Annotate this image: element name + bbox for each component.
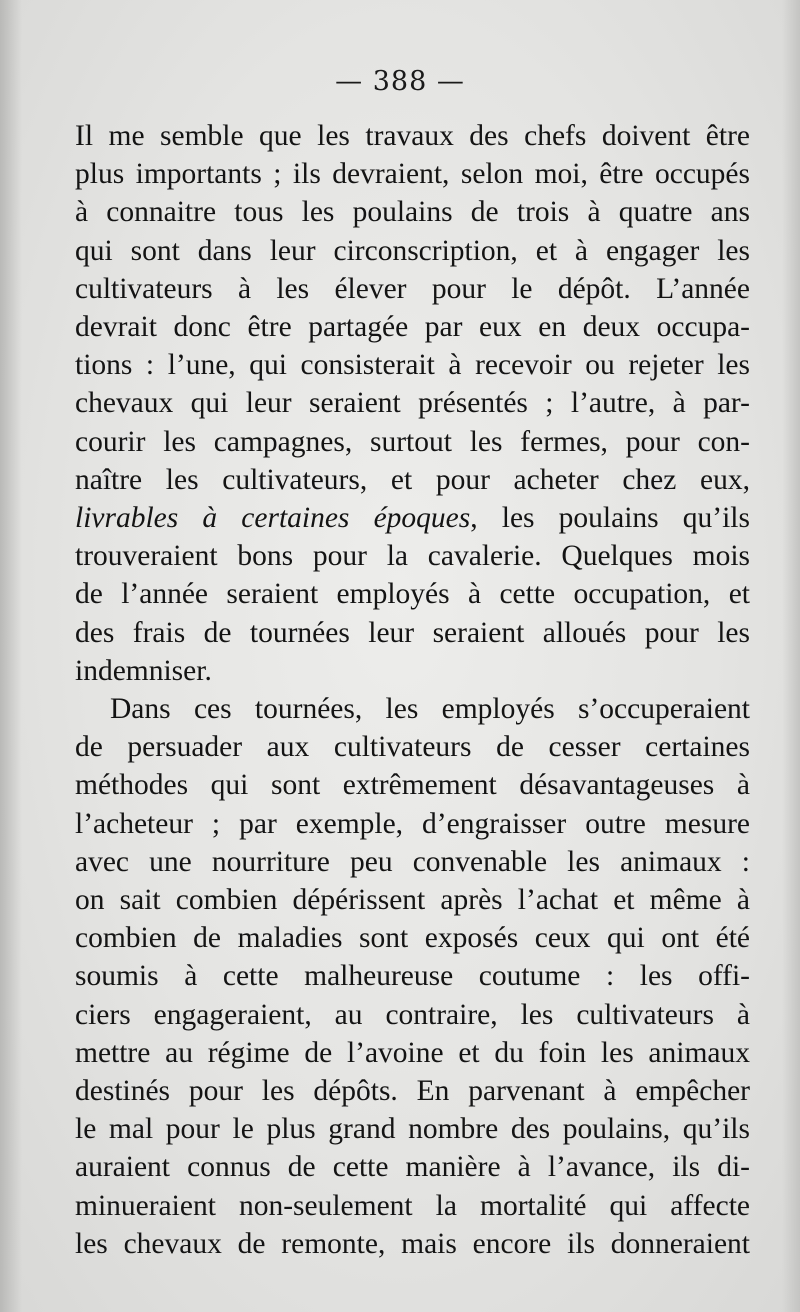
line-text: l’acheteur ; par exemple, d’engraisser outre mesure	[75, 807, 750, 840]
text-line	[75, 843, 750, 881]
text-line	[75, 1187, 750, 1225]
line-text: qui sont dans leur circonscription, et à engager les	[75, 234, 750, 267]
text-line	[75, 957, 750, 995]
text-line	[75, 881, 750, 919]
line-text: des frais de tournées leur seraient alloués pour les	[75, 616, 750, 649]
text-line	[75, 232, 750, 270]
line-text: cultivateurs à les élever pour le dépôt. L’année	[75, 272, 750, 305]
italic-phrase: livrables à certaines époques	[75, 502, 471, 534]
text-line	[75, 1110, 750, 1148]
line-text: mettre au régime de l’avoine et du foin les animaux	[75, 1036, 750, 1069]
text-line	[75, 155, 750, 193]
text-line	[75, 537, 750, 575]
text-line	[75, 728, 750, 766]
line-text: minueraient non-seulement la mortalité qui affecte	[75, 1189, 750, 1222]
text-line	[75, 117, 750, 155]
line-text: indemniser.	[75, 654, 212, 687]
text-line	[75, 1072, 750, 1110]
line-text: avec une nourriture peu convenable les animaux :	[75, 845, 750, 878]
line-text: chevaux qui leur seraient présentés ; l’autre, à par-	[75, 387, 750, 420]
line-text: combien de maladies sont exposés ceux qui ont été	[75, 922, 750, 955]
text-line	[75, 423, 750, 461]
line-text: on sait combien dépérissent après l’achat et même à	[75, 884, 750, 916]
text-line	[75, 766, 750, 804]
line-text: plus importants ; ils devraient, selon moi, être occupés	[75, 158, 750, 191]
text-line	[75, 270, 750, 308]
text-line	[75, 614, 750, 652]
line-text: à connaitre tous les poulains de trois à quatre ans	[75, 196, 750, 229]
text-line	[75, 575, 750, 613]
text-line	[75, 996, 750, 1034]
line-text: auraient connus de cette manière à l’avance, ils di-	[75, 1151, 750, 1184]
text-line	[110, 690, 750, 728]
text-line	[75, 461, 750, 499]
line-text: devrait donc être partagée par eux en deux occupa-	[75, 311, 750, 343]
line-text: tions : l’une, qui consisterait à recevoir ou rejeter les	[75, 349, 750, 382]
line-text: de persuader aux cultivateurs de cesser certaines	[75, 731, 750, 764]
line-text: de l’année seraient employés à cette occupation, et	[75, 578, 750, 611]
text-line	[75, 193, 750, 231]
line-text: naître les cultivateurs, et pour acheter chez eux,	[75, 463, 750, 496]
text-line	[75, 1034, 750, 1072]
line-text: , les poulains qu’ils	[470, 502, 750, 534]
line-text: Il me semble que les travaux des chefs doivent être	[75, 120, 750, 152]
text-line	[75, 346, 750, 384]
text-line	[75, 384, 750, 422]
text-line	[75, 805, 750, 843]
text-line	[75, 1148, 750, 1186]
text-line	[75, 1225, 750, 1263]
line-text: Dans ces tournées, les employés s’occuperaient	[110, 693, 750, 725]
line-text: ciers engageraient, au contraire, les cultivateurs à	[75, 998, 750, 1031]
text-line	[75, 919, 750, 957]
line-text: le mal pour le plus grand nombre des poulains, qu’ils	[75, 1113, 750, 1146]
text-line	[75, 308, 750, 346]
page-number: — 388 —	[335, 66, 465, 97]
line-text: trouveraient bons pour la cavalerie. Quelques mois	[75, 540, 750, 573]
text-line	[75, 499, 750, 537]
line-text: courir les campagnes, surtout les fermes, pour con-	[75, 425, 750, 458]
text-line	[75, 652, 212, 690]
line-text: destinés pour les dépôts. En parvenant à empêcher	[75, 1075, 750, 1107]
line-text: méthodes qui sont extrêmement désavantageuses à	[75, 769, 750, 802]
line-text: les chevaux de remonte, mais encore ils donneraient	[75, 1227, 750, 1260]
line-text: soumis à cette malheureuse coutume : les offi-	[75, 960, 750, 993]
